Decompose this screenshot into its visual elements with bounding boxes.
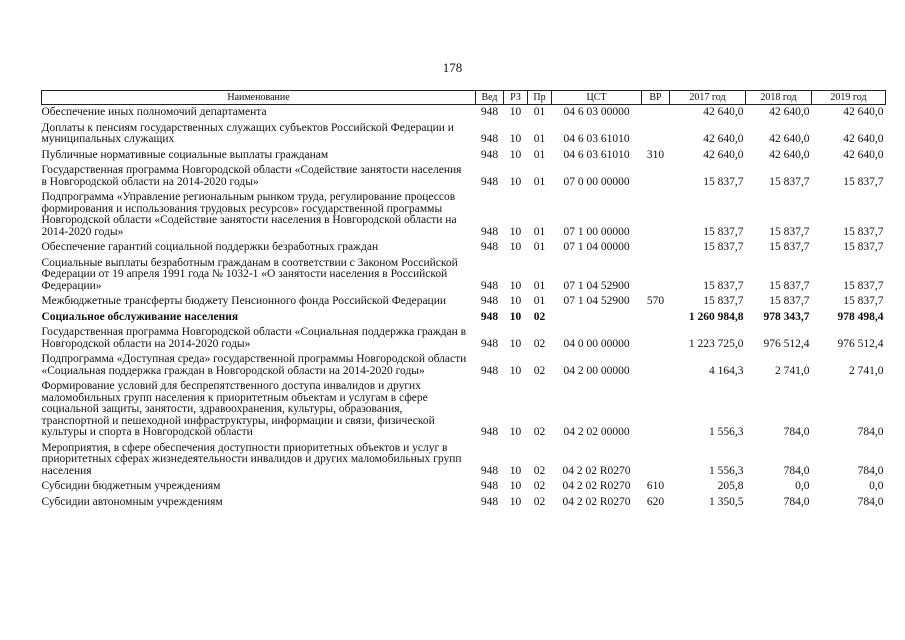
cell-cst: 07 1 00 00000	[563, 225, 630, 238]
cell-2017: 42 640,0	[703, 148, 744, 161]
cell-pr: 02	[533, 426, 546, 438]
cell-ved: 948	[480, 480, 499, 492]
cell-2017: 15 837,7	[703, 175, 744, 188]
cell-rz: 10	[509, 495, 522, 508]
cell-ved: 948	[480, 133, 499, 145]
cell-2019: 784,0	[857, 464, 884, 477]
cell-ved: 948	[480, 464, 499, 477]
cell-cst: 04 2 00 00000	[563, 364, 630, 377]
cell-2018: 0,0	[795, 480, 810, 492]
cell-pr: 02	[533, 464, 546, 477]
cell-cst: 07 0 00 00000	[563, 175, 630, 188]
cell-ved: 948	[480, 337, 499, 350]
cell-ved: 948	[480, 106, 499, 118]
cell-2017: 1 260 984,8	[688, 310, 744, 323]
cell-2019: 42 640,0	[843, 106, 884, 118]
cell-2017: 42 640,0	[703, 133, 744, 145]
table-header	[42, 91, 886, 105]
cell-ved: 948	[480, 225, 499, 238]
cell-pr: 02	[533, 495, 546, 508]
header-name: Наименование	[42, 91, 476, 105]
cell-name: Подпрограмма «Управление региональным рынком труда, регулирование процессов формирования и использования трудовых ресурсов» государственной программы Новгородской области «Содействие занятости населения в Новгородской области на 2014-2020 годы»	[41, 191, 457, 238]
cell-cst: 04 2 02 00000	[563, 426, 630, 438]
cell-pr: 01	[533, 148, 546, 161]
table-row	[42, 294, 886, 310]
cell-rz: 10	[509, 426, 522, 438]
cell-rz: 10	[509, 106, 522, 118]
cell-pr: 01	[533, 225, 546, 238]
cell-2018: 15 837,7	[769, 175, 810, 188]
cell-2017: 1 223 725,0	[688, 337, 744, 350]
cell-vr: 610	[646, 480, 665, 492]
cell-vr	[642, 121, 670, 148]
cell-pr: 01	[533, 133, 546, 145]
cell-vr: 310	[646, 148, 665, 161]
cell-2018: 784,0	[783, 495, 810, 508]
cell-rz: 10	[509, 133, 522, 145]
cell-rz: 10	[509, 337, 522, 350]
cell-rz: 10	[509, 480, 522, 492]
cell-vr	[642, 105, 670, 121]
table-row	[42, 325, 886, 352]
cell-name: Доплаты к пенсиям государственных служащих субъектов Российской Федерации и муниципальных служащих	[41, 121, 454, 145]
cell-cst: 07 1 04 52900	[563, 279, 630, 292]
cell-2019: 15 837,7	[843, 175, 884, 188]
cell-2017: 1 350,5	[709, 495, 744, 508]
cell-vr	[642, 310, 670, 326]
cell-vr	[642, 163, 670, 190]
cell-name: Государственная программа Новгородской области «Содействие занятости населения в Новгородской области на 2014-2020 годы»	[41, 164, 462, 188]
cell-pr: 02	[533, 337, 546, 350]
cell-name: Субсидии автономным учреждениям	[41, 495, 223, 508]
cell-rz: 10	[509, 310, 522, 323]
cell-name: Обеспечение иных полномочий департамента	[41, 106, 267, 118]
cell-cst: 04 2 02 R0270	[562, 464, 631, 477]
cell-2019: 15 837,7	[843, 279, 884, 292]
cell-rz: 10	[509, 295, 522, 307]
table-row	[42, 190, 886, 240]
cell-cst: 04 0 00 00000	[563, 337, 630, 350]
cell-vr	[642, 352, 670, 379]
table-row	[42, 352, 886, 379]
cell-2019: 15 837,7	[843, 241, 884, 253]
cell-pr: 02	[533, 364, 546, 377]
cell-2017: 15 837,7	[703, 241, 744, 253]
cell-pr: 02	[533, 310, 546, 323]
cell-2018: 15 837,7	[769, 225, 810, 238]
cell-pr: 02	[533, 480, 546, 492]
cell-rz: 10	[509, 464, 522, 477]
cell-2018: 15 837,7	[769, 241, 810, 253]
table-row	[42, 163, 886, 190]
cell-2018: 42 640,0	[769, 148, 810, 161]
cell-pr: 01	[533, 295, 546, 307]
cell-2019: 42 640,0	[843, 133, 884, 145]
cell-ved: 948	[480, 279, 499, 292]
cell-rz: 10	[509, 364, 522, 377]
cell-2017: 205,8	[717, 480, 744, 492]
header-2018: 2018 год	[746, 91, 812, 105]
cell-cst: 04 6 03 61010	[563, 133, 630, 145]
cell-vr	[642, 240, 670, 256]
cell-2019: 2 741,0	[849, 364, 884, 377]
cell-2019: 15 837,7	[843, 225, 884, 238]
cell-2017: 1 556,3	[709, 426, 744, 438]
cell-cst	[552, 310, 642, 326]
table-row	[42, 240, 886, 256]
cell-name: Социальные выплаты безработным гражданам в соответствии с Законом Российской Федерации от 19 апреля 1991 года № 1032-1 «О занятости населения в Российской Федерации»	[41, 256, 458, 292]
cell-rz: 10	[509, 279, 522, 292]
cell-rz: 10	[509, 175, 522, 188]
cell-2019: 42 640,0	[843, 148, 884, 161]
cell-ved: 948	[480, 148, 499, 161]
cell-2018: 978 343,7	[763, 310, 810, 323]
cell-name: Государственная программа Новгородской области «Социальная поддержка граждан в Новгородской области на 2014-2020 годы»	[41, 326, 467, 350]
cell-ved: 948	[480, 364, 499, 377]
page-number: 178	[442, 60, 463, 75]
cell-vr	[642, 256, 670, 295]
cell-2019: 15 837,7	[843, 295, 884, 307]
cell-ved: 948	[480, 426, 499, 438]
cell-2017: 15 837,7	[703, 295, 744, 307]
cell-name: Межбюджетные трансферты бюджету Пенсионного фонда Российской Федерации	[41, 295, 447, 307]
cell-cst: 07 1 04 00000	[563, 241, 630, 253]
table-row	[42, 379, 886, 441]
cell-ved: 948	[480, 295, 499, 307]
cell-2018: 2 741,0	[775, 364, 810, 377]
table-row	[42, 121, 886, 148]
cell-cst: 04 2 02 R0270	[562, 495, 631, 508]
header-rz: РЗ	[504, 91, 528, 105]
table-row	[42, 495, 886, 511]
cell-2018: 784,0	[783, 464, 810, 477]
cell-2017: 15 837,7	[703, 225, 744, 238]
cell-cst: 07 1 04 52900	[563, 295, 630, 307]
table-row	[42, 479, 886, 495]
table-row	[42, 441, 886, 480]
cell-name: Социальное обслуживание населения	[41, 310, 239, 323]
header-cst: ЦСТ	[552, 91, 642, 105]
cell-2018: 15 837,7	[769, 295, 810, 307]
cell-cst: 04 6 03 00000	[563, 106, 630, 118]
cell-2017: 1 556,3	[709, 464, 744, 477]
header-pr: Пр	[528, 91, 552, 105]
table-row	[42, 310, 886, 326]
cell-vr: 620	[646, 495, 665, 508]
cell-name: Подпрограмма «Доступная среда» государственной программы Новгородской области «Социальная поддержка граждан в Новгородской области на 2014-2020 годы»	[41, 353, 467, 377]
cell-name: Субсидии бюджетным учреждениям	[41, 480, 221, 492]
cell-vr: 570	[646, 295, 665, 307]
cell-2019: 978 498,4	[837, 310, 884, 323]
cell-cst: 04 2 02 R0270	[562, 480, 631, 492]
cell-ved: 948	[480, 175, 499, 188]
cell-name: Обеспечение гарантий социальной поддержки безработных граждан	[41, 241, 379, 253]
cell-name: Публичные нормативные социальные выплаты гражданам	[41, 148, 329, 161]
header-ved: Вед	[476, 91, 504, 105]
cell-ved: 948	[480, 495, 499, 508]
cell-rz: 10	[509, 241, 522, 253]
cell-rz: 10	[509, 225, 522, 238]
cell-vr	[642, 379, 670, 441]
cell-name: Формирование условий для беспрепятственного доступа инвалидов и других маломобильных групп населения к приоритетным объектам и услугам в сфере социальной защиты, занятости, здравоохранения, культуры, образования, транспортной и пешеходной инфраструктуры, информации и связи, физической культуры и спорта в Новгородской области	[41, 380, 435, 438]
cell-2018: 784,0	[783, 426, 810, 438]
cell-pr: 01	[533, 279, 546, 292]
table-row	[42, 148, 886, 164]
cell-cst: 04 6 03 61010	[563, 148, 630, 161]
table-body	[42, 105, 886, 511]
cell-2018: 15 837,7	[769, 279, 810, 292]
cell-2019: 976 512,4	[837, 337, 884, 350]
cell-vr	[642, 441, 670, 480]
cell-ved: 948	[480, 310, 499, 323]
cell-name: Мероприятия, в сфере обеспечения доступности приоритетных объектов и услуг в приоритетных сферах жизнедеятельности инвалидов и других маломобильных групп населения	[41, 441, 462, 477]
cell-vr	[642, 325, 670, 352]
cell-2018: 42 640,0	[769, 133, 810, 145]
cell-2017: 4 164,3	[709, 364, 744, 377]
table-row	[42, 105, 886, 121]
header-vr: ВР	[642, 91, 670, 105]
cell-pr: 01	[533, 175, 546, 188]
header-2017: 2017 год	[670, 91, 746, 105]
cell-ved: 948	[480, 241, 499, 253]
header-2019: 2019 год	[812, 91, 886, 105]
cell-2019: 0,0	[869, 480, 884, 492]
cell-vr	[642, 190, 670, 240]
table-row	[42, 256, 886, 295]
cell-2019: 784,0	[857, 495, 884, 508]
cell-rz: 10	[509, 148, 522, 161]
cell-2018: 976 512,4	[763, 337, 810, 350]
cell-2017: 15 837,7	[703, 279, 744, 292]
budget-table	[41, 90, 886, 510]
cell-pr: 01	[533, 241, 546, 253]
cell-pr: 01	[533, 106, 546, 118]
cell-2018: 42 640,0	[769, 106, 810, 118]
cell-2017: 42 640,0	[703, 106, 744, 118]
cell-2019: 784,0	[857, 426, 884, 438]
